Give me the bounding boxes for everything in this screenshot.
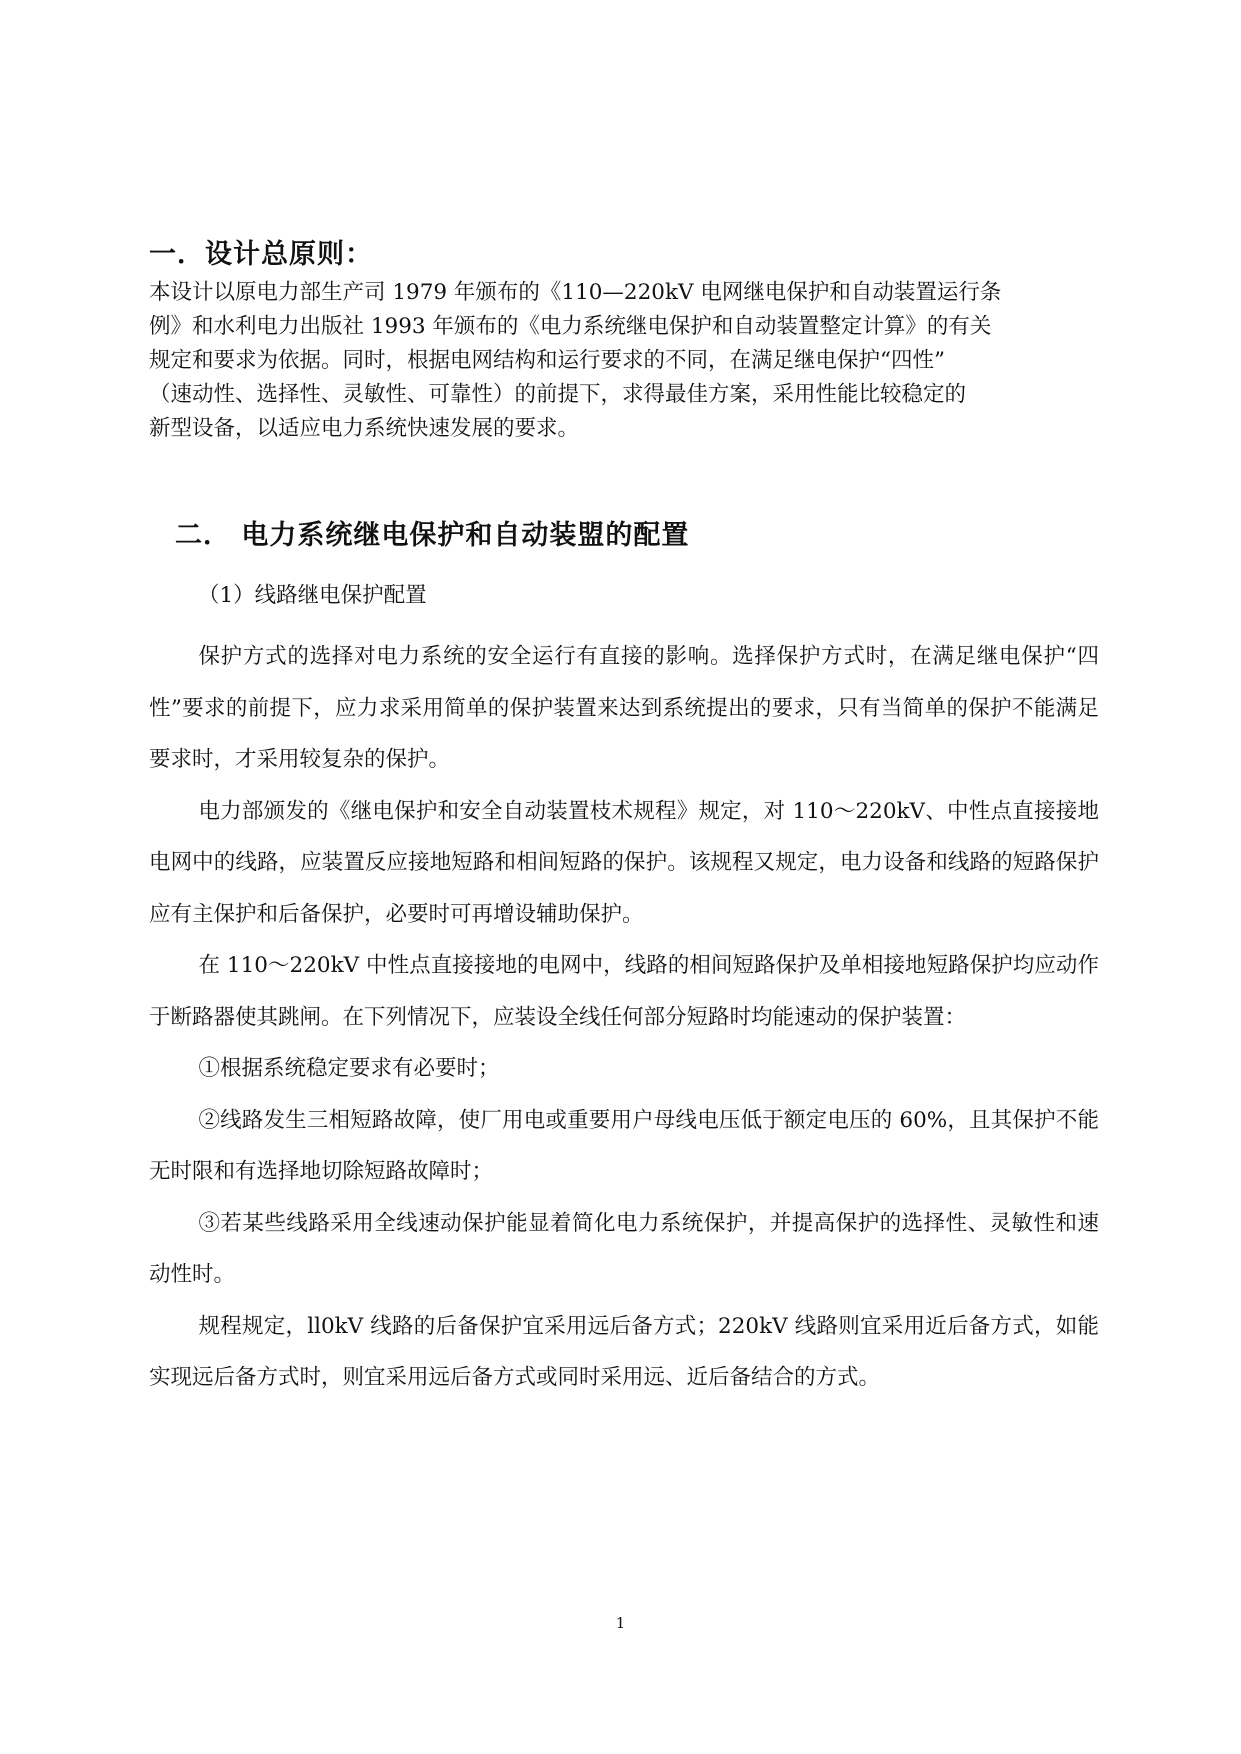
body-paragraph: 保护方式的选择对电力系统的安全运行有直接的影响。选择保护方式时，在满足继电保护“四性”要求的前提下，应力求采用简单的保护装置来达到系统提出的要求，只有当简单的保护不能满足要求时，才采用较复杂的保护。 [149, 644, 1099, 772]
body-paragraph: ③若某些线路采用全线速动保护能显着简化电力系统保护，并提高保护的选择性、灵敏性和速动性时。 [149, 1210, 1099, 1287]
body-paragraph: 电力部颁发的《继电保护和安全自动装置枝术规程》规定，对 110～220kV、中性点直接接地电网中的线路，应装置反应接地短路和相间短路的保护。该规程又规定，电力设备和线路的短路保护应有主保护和后备保护，必要时可再增设辅助保护。 [149, 798, 1099, 927]
body-paragraph: ①根据系统稳定要求有必要时； [198, 1056, 500, 1081]
section-1-intro [149, 276, 1099, 446]
body-paragraph: 规程规定，ll0kV 线路的后备保护宜采用远后备方式；220kV 线路则宜采用近后备方式，如能实现远后备方式时，则宜采用远后备方式或同时采用远、近后备结合的方式。 [149, 1313, 1099, 1390]
section-1-heading: 一．设计总原则： [149, 239, 373, 270]
intro-line: （速动性、选择性、灵敏性、可靠性）的前提下，求得最佳方案，采用性能比较稳定的 [149, 382, 967, 407]
body-paragraph: ②线路发生三相短路故障，使厂用电或重要用户母线电压低于额定电压的 60%，且其保护不能无时限和有选择地切除短路故障时； [149, 1107, 1099, 1184]
intro-line: 例》和水利电力出版社 1993 年颁布的《电力系统继电保护和自动装置整定计算》的有关 [149, 314, 992, 339]
section-2-body [149, 631, 1099, 1404]
body-paragraph: 在 110～220kV 中性点直接接地的电网中，线路的相间短路保护及单相接地短路保护均应动作于断路器使其跳闸。在下列情况下，应装设全线任何部分短路时均能速动的保护装置： [149, 953, 1099, 1030]
section-2-heading: 二． 电力系统继电保护和自动装盟的配置 [175, 520, 690, 551]
intro-line: 本设计以原电力部生产司 1979 年颁布的《110—220kV 电网继电保护和自动装置运行条 [149, 280, 1002, 305]
section-2-subheading: （1）线路继电保护配置 [198, 583, 427, 608]
page-number: 1 [615, 1614, 626, 1632]
intro-line: 新型设备，以适应电力系统快速发展的要求。 [149, 416, 580, 441]
intro-line: 规定和要求为依据。同时，根据电网结构和运行要求的不同，在满足继电保护“四性” [149, 348, 945, 373]
